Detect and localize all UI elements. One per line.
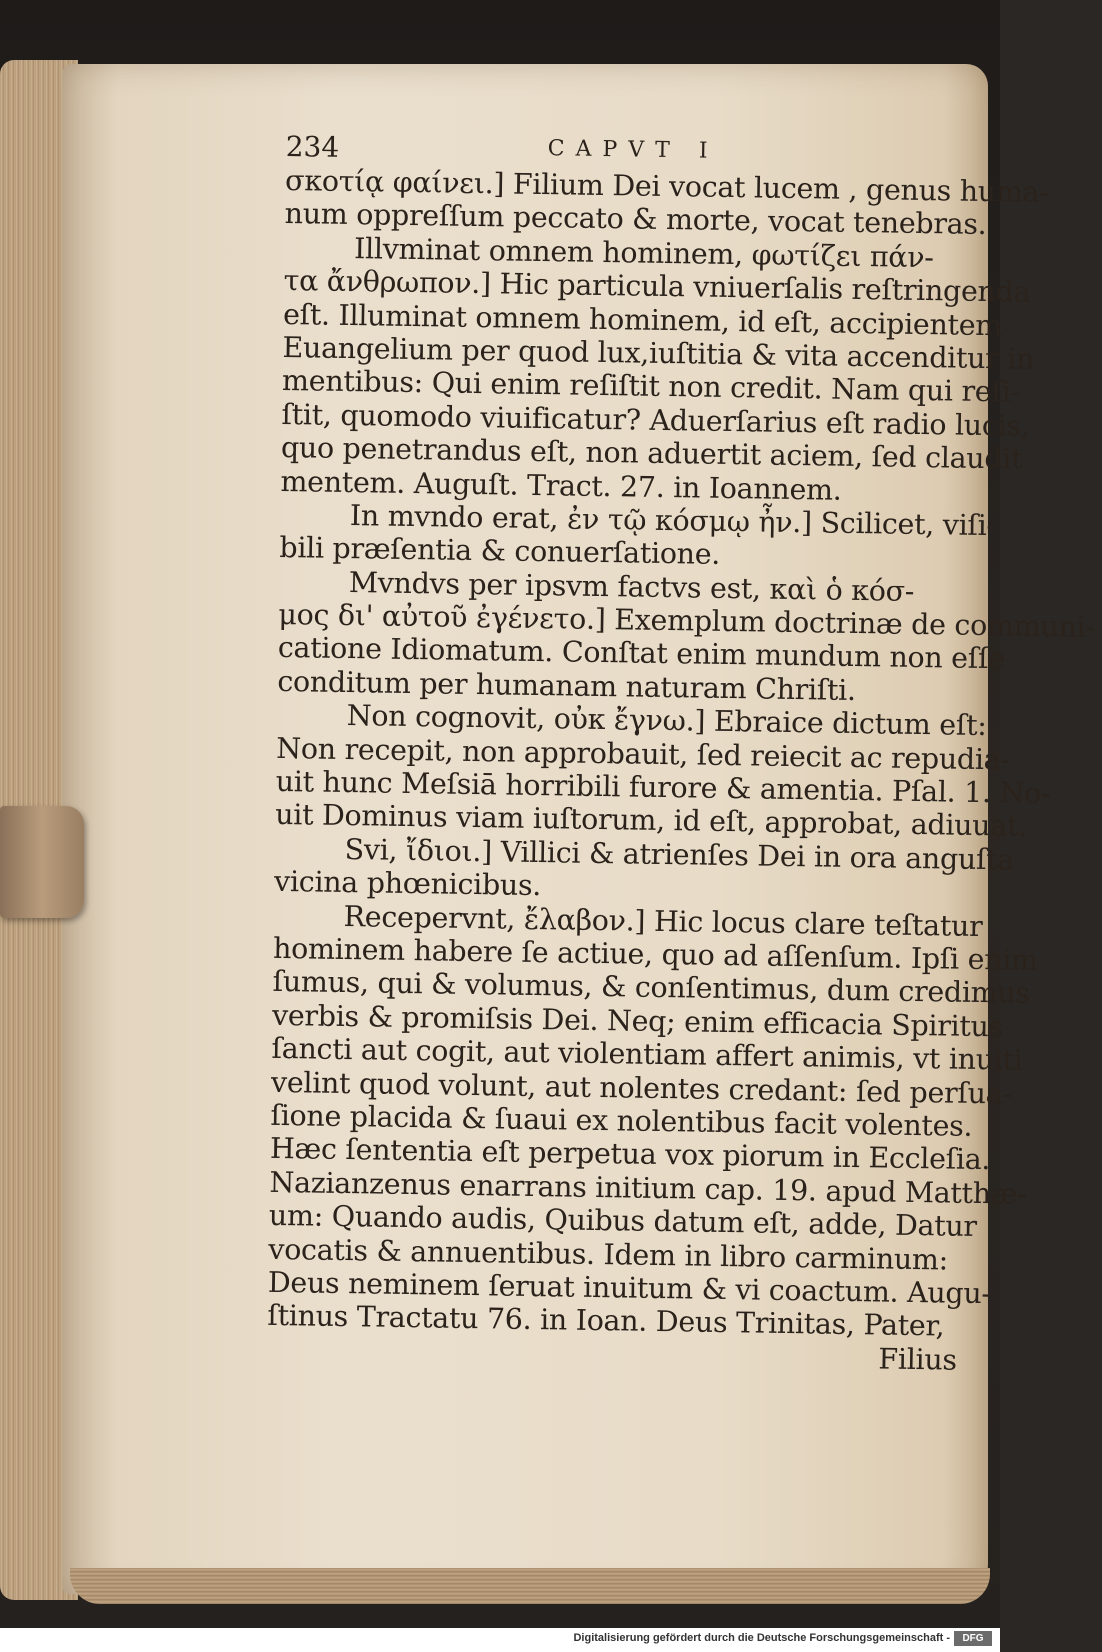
text-line: vicina phœnicibus. <box>273 865 542 903</box>
catchword: Filius <box>878 1342 958 1377</box>
text-line: Hæc ſententia eſt perpetua vox piorum in Eccleſia. <box>269 1132 991 1177</box>
text-line: Non recepit, non approbauit, ſed reiecit ac repudia- <box>276 731 1010 777</box>
text-line: velint quod volunt, aut nolentes credant: ſed perſua- <box>270 1065 1012 1111</box>
text-line: ſione placida & ſuaui ex nolentibus facit volentes. <box>270 1098 973 1143</box>
text-line: ſancti aut cogit, aut violentiam affert animis, vt inuiti <box>271 1032 1023 1077</box>
text-line: um: Quando audis, Quibus datum eſt, adde, Datur <box>268 1198 978 1244</box>
text-line: Recepervnt, ἔλαβον.] Hic locus clare teſtatur <box>343 899 983 943</box>
page-bottom-edge <box>70 1568 990 1604</box>
text-lines <box>267 163 1095 1377</box>
text-line: Mvndvs per ipsvm factvs est, καὶ ὁ κόσ- <box>348 565 915 608</box>
text-line: uit hunc Meſsiā horribili furore & amentia. Pſal. 1. No- <box>275 764 1051 811</box>
text-line: Illvminat omnem hominem, φωτίζει πάν- <box>353 231 934 274</box>
text-line: μος δι' αὐτοῦ ἐγένετο.] Exemplum doctrinæ de communi- <box>278 598 1095 644</box>
text-line: Non cognovit, οὐκ ἔγνω.] Ebraice dictum eſt: <box>346 699 987 743</box>
text-line: τα ἄνθρωπον.] Hic particula vniuerſalis reſtringenda <box>283 264 1031 309</box>
text-line: ſumus, qui & volumus, & conſentimus, dum credimus <box>272 965 1031 1011</box>
text-line: Nazianzenus enarrans initium cap. 19. apud Matthæ- <box>269 1165 1027 1211</box>
text-line: mentem. Auguſt. Tract. 27. in Ioannem. <box>280 464 842 507</box>
bookmark-tab <box>0 806 84 918</box>
text-line: catione Idiomatum. Conſtat enim mundum non eſſe <box>277 631 1006 676</box>
page-number: 234 <box>285 130 340 164</box>
text-line: Svi, ἴδιοι.] Villici & atrienſes Dei in ora anguſta <box>344 832 1015 877</box>
text-line: Euangelium per quod lux,iuſtitia & vita accenditur in <box>282 330 1035 376</box>
text-line: conditum per humanam naturam Chriſti. <box>277 664 857 707</box>
running-head: CAPVT I <box>547 136 719 164</box>
text-line: ſtinus Tractatu 76. in Ioan. Deus Trinitas, Pater, <box>267 1299 945 1343</box>
text-line: uit Dominus viam iuſtorum, id eſt, approbat, adiuuat. <box>274 798 1028 844</box>
page-text <box>267 130 1095 1377</box>
text-line: verbis & promiſsis Dei. Neq; enim efficacia Spiritus <box>271 998 1004 1044</box>
text-line: σκοτίᾳ φαίνει.] Filium Dei vocat lucem , genus huma- <box>284 163 1049 209</box>
text-line: ſtit, quomodo viuificatur? Aduerſarius eſt radio lucis, <box>281 397 1030 443</box>
text-line: bili præſentia & conuerſatione. <box>279 531 721 572</box>
text-line: eſt. Illuminat omnem hominem, id eſt, accipientem <box>282 297 1003 342</box>
text-line: hominem habere ſe actiue, quo ad aſſenſum. Ipſi enim <box>272 931 1039 977</box>
text-line: vocatis & annuentibus. Idem in libro carminum: <box>268 1232 949 1277</box>
text-line: mentibus: Qui enim reſiſtit non credit. Nam qui reſi- <box>281 364 1021 409</box>
text-line: quo penetrandus eſt, non aduertit aciem, ſed claudit <box>280 431 1023 476</box>
digitization-credit: Digitalisierung gefördert durch die Deutsche Forschungsgemeinschaft - <box>573 1632 950 1644</box>
text-line: In mvndo erat, ἐν τῷ κόσμῳ ἦν.] Scilicet, viſi- <box>349 498 997 543</box>
text-line: Deus neminem ſeruat inuitum & vi coactum. Augu- <box>267 1265 992 1311</box>
text-line: num oppreſſum peccato & morte, vocat tenebras. <box>284 197 987 242</box>
dfg-logo: DFG <box>954 1631 992 1646</box>
